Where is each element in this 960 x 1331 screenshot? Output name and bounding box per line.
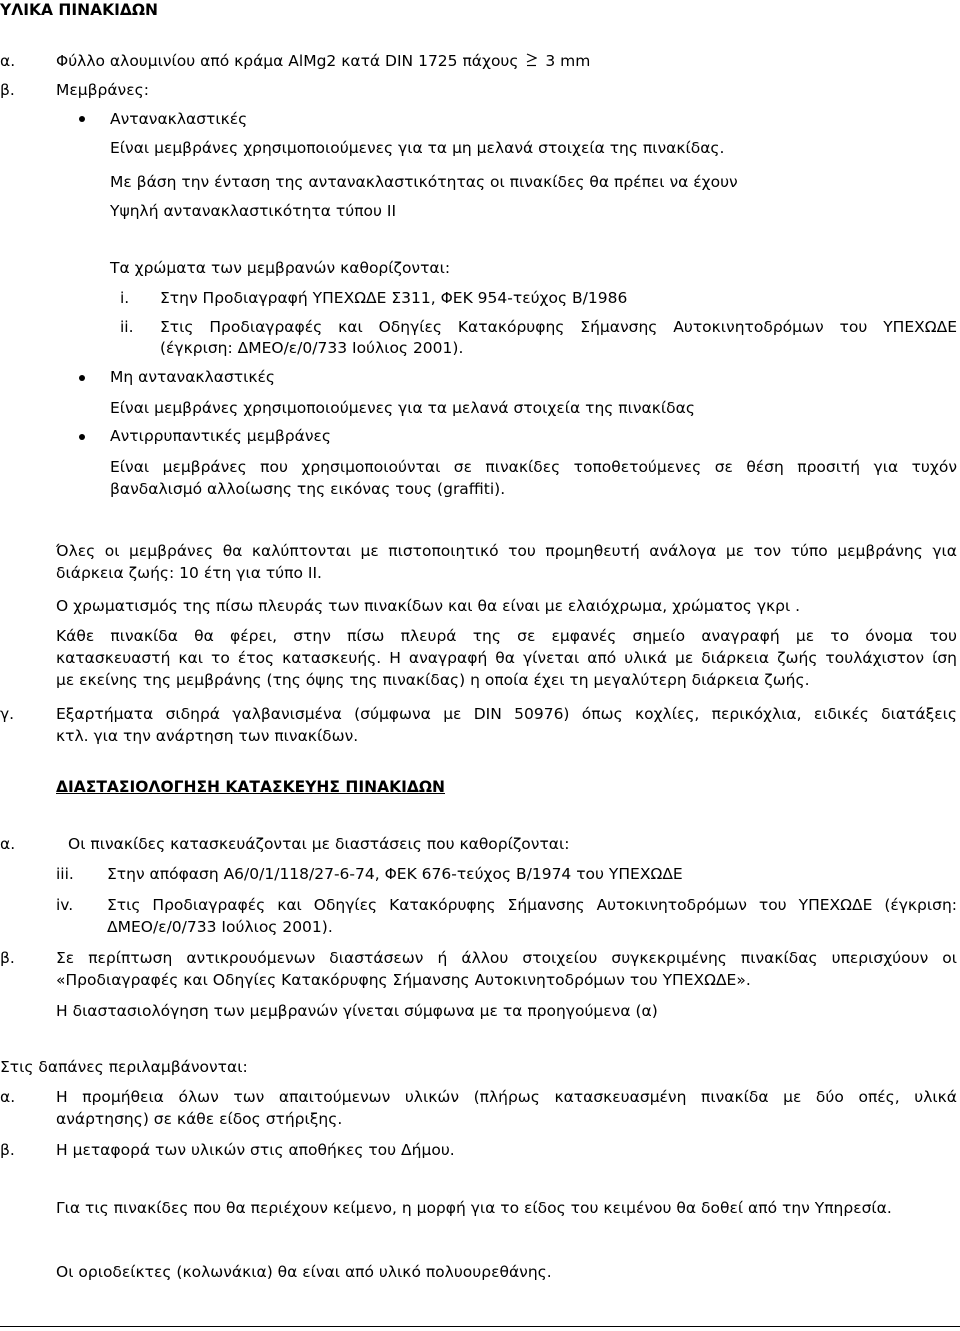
non-reflective-title: Μη αντανακλαστικές	[110, 368, 275, 386]
bullet-icon	[79, 375, 85, 381]
aluminium-sheet-text	[56, 51, 590, 71]
marking-line-1: Κάθε πινακίδα θα φέρει, στην πίσω πλευρά της σε εμφανές σημείο αναγραφή με το όνομα του	[56, 627, 957, 645]
note-bollards: Οι οριοδείκτες (κολωνάκια) θα είναι από υλικό πολυουρεθάνης.	[56, 1263, 552, 1281]
transport-text: Η μεταφορά των υλικών στις αποθήκες του Δήμου.	[56, 1141, 455, 1159]
spec-ii-line-2: (έγκριση: ΔΜΕΟ/ε/0/733 Ιούλιος 2001).	[160, 339, 464, 357]
item-marker: γ.	[0, 705, 15, 723]
dimensions-intro: Οι πινακίδες κατασκευάζονται με διαστάσεις που καθορίζονται:	[68, 835, 570, 853]
item-marker: α.	[0, 1088, 16, 1106]
sub-marker: iv.	[56, 896, 74, 914]
sub-iv-line-2: ΔΜΕΟ/ε/0/733 Ιούλιος 2001).	[107, 918, 333, 936]
back-color-text: Ο χρωματισμός της πίσω πλευράς των πινακίδων και θα είναι με ελαιόχρωμα, χρώματος γκρι .	[56, 597, 801, 615]
footer-divider	[0, 1326, 960, 1327]
anti-graffiti-line-2: βανδαλισμό αλλοίωσης της εικόνας τους (graffiti).	[110, 480, 506, 498]
colors-intro: Τα χρώματα των μεμβρανών καθορίζονται:	[110, 259, 451, 277]
anti-graffiti-title: Αντιρρυπαντικές μεμβράνες	[110, 427, 331, 445]
costs-intro: Στις δαπάνες περιλαμβάνονται:	[0, 1058, 248, 1076]
precedence-line-2: «Προδιαγραφές και Οδηγίες Κατακόρυφης Σήμανσης Αυτοκινητοδρόμων του ΥΠΕΧΩΔΕ».	[56, 971, 751, 989]
section-heading-materials: ΥΛΙΚΑ ΠΙΝΑΚΙΔΩΝ	[0, 1, 159, 19]
greater-equal-symbol	[526, 53, 537, 67]
sub-iv-line-1: Στις Προδιαγραφές και Οδηγίες Κατακόρυφης Σήμανσης Αυτοκινητοδρόμων του ΥΠΕΧΩΔΕ (έγκριση:	[107, 896, 957, 914]
spec-marker: ii.	[120, 318, 134, 336]
spec-marker: i.	[120, 289, 130, 307]
item-marker: β.	[0, 949, 15, 967]
fittings-line-1: Εξαρτήματα σιδηρά γαλβανισμένα (σύμφωνα με DIN 50976) όπως κοχλίες, περικόχλια, ειδικές διατάξεις	[56, 705, 957, 723]
spec-ii-line-1: Στις Προδιαγραφές και Οδηγίες Κατακόρυφης Σήμανσης Αυτοκινητοδρόμων του ΥΠΕΧΩΔΕ	[160, 318, 957, 336]
warranty-line-2: διάρκεια ζωής: 10 έτη για τύπο ΙΙ.	[56, 564, 322, 582]
membranes-label: Μεμβράνες:	[56, 81, 149, 99]
spec-i-text: Στην Προδιαγραφή ΥΠΕΧΩΔΕ Σ311, ΦΕΚ 954-τεύχος Β/1986	[160, 289, 628, 307]
precedence-line-1: Σε περίπτωση αντικρουόμενων διαστάσεων ή άλλου στοιχείου συγκεκριμένης πινακίδας υπερισχύουν οι	[56, 949, 957, 967]
bullet-icon	[79, 434, 85, 440]
item-marker: α.	[0, 835, 16, 853]
item-marker: β.	[0, 1141, 15, 1159]
aluminium-text-after: 3 mm	[545, 52, 591, 70]
reflective-line-3: Υψηλή αντανακλαστικότητα τύπου ΙΙ	[110, 202, 397, 220]
membrane-dimensions-text: Η διαστασιολόγηση των μεμβρανών γίνεται σύμφωνα με τα προηγούμενα (α)	[56, 1002, 658, 1020]
sub-marker: iii.	[56, 865, 74, 883]
supply-line-1: Η προμήθεια όλων των απαιτούμενων υλικών (πλήρως κατασκευασμένη πινακίδα με δύο οπές, υλικά	[56, 1088, 957, 1106]
item-marker: β.	[0, 81, 15, 99]
warranty-line-1: Όλες οι μεμβράνες θα καλύπτονται με πιστοποιητικό του προμηθευτή ανάλογα με τον τύπο μεμβράνης για	[56, 542, 957, 560]
sub-iii-text: Στην απόφαση Α6/0/1/118/27-6-74, ΦΕΚ 676-τεύχος Β/1974 του ΥΠΕΧΩΔΕ	[107, 865, 683, 883]
reflective-title: Αντανακλαστικές	[110, 110, 248, 128]
anti-graffiti-line-1: Είναι μεμβράνες που χρησιμοποιούνται σε πινακίδες τοποθετούμενες σε θέση προσιτή για τυχόν	[110, 458, 957, 476]
reflective-line-2: Με βάση την ένταση της αντανακλαστικότητας οι πινακίδες θα πρέπει να έχουν	[110, 173, 738, 191]
fittings-line-2: κτλ. για την ανάρτηση των πινακίδων.	[56, 727, 359, 745]
supply-line-2: ανάρτησης) σε κάθε είδος στήριξης.	[56, 1110, 343, 1128]
marking-line-3: με εκείνης της μεμβράνης (της όψης της πινακίδας) η οποία έχει τη μεγαλύτερη διάρκεια ζωής.	[56, 671, 810, 689]
reflective-line-1: Είναι μεμβράνες χρησιμοποιούμενες για τα μη μελανά στοιχεία της πινακίδας.	[110, 139, 725, 157]
bullet-icon	[79, 116, 85, 122]
note-text-content: Για τις πινακίδες που θα περιέχουν κείμενο, η μορφή για το είδος του κειμένου θα δοθεί από την Υπηρεσία.	[56, 1199, 892, 1217]
non-reflective-text: Είναι μεμβράνες χρησιμοποιούμενες για τα μελανά στοιχεία της πινακίδας	[110, 399, 695, 417]
item-marker: α.	[0, 52, 16, 70]
section-heading-dimensions: ΔΙΑΣΤΑΣΙΟΛΟΓΗΣΗ ΚΑΤΑΣΚΕΥΗΣ ΠΙΝΑΚΙΔΩΝ	[56, 778, 445, 796]
marking-line-2: κατασκευαστή και το έτος κατασκευής. Η αναγραφή θα γίνεται από υλικά με διάρκεια ζωής τουλάχιστον ίση	[56, 649, 957, 667]
aluminium-text-before: Φύλλο αλουμινίου από κράμα AlMg2 κατά DIN 1725 πάχους	[56, 52, 519, 70]
